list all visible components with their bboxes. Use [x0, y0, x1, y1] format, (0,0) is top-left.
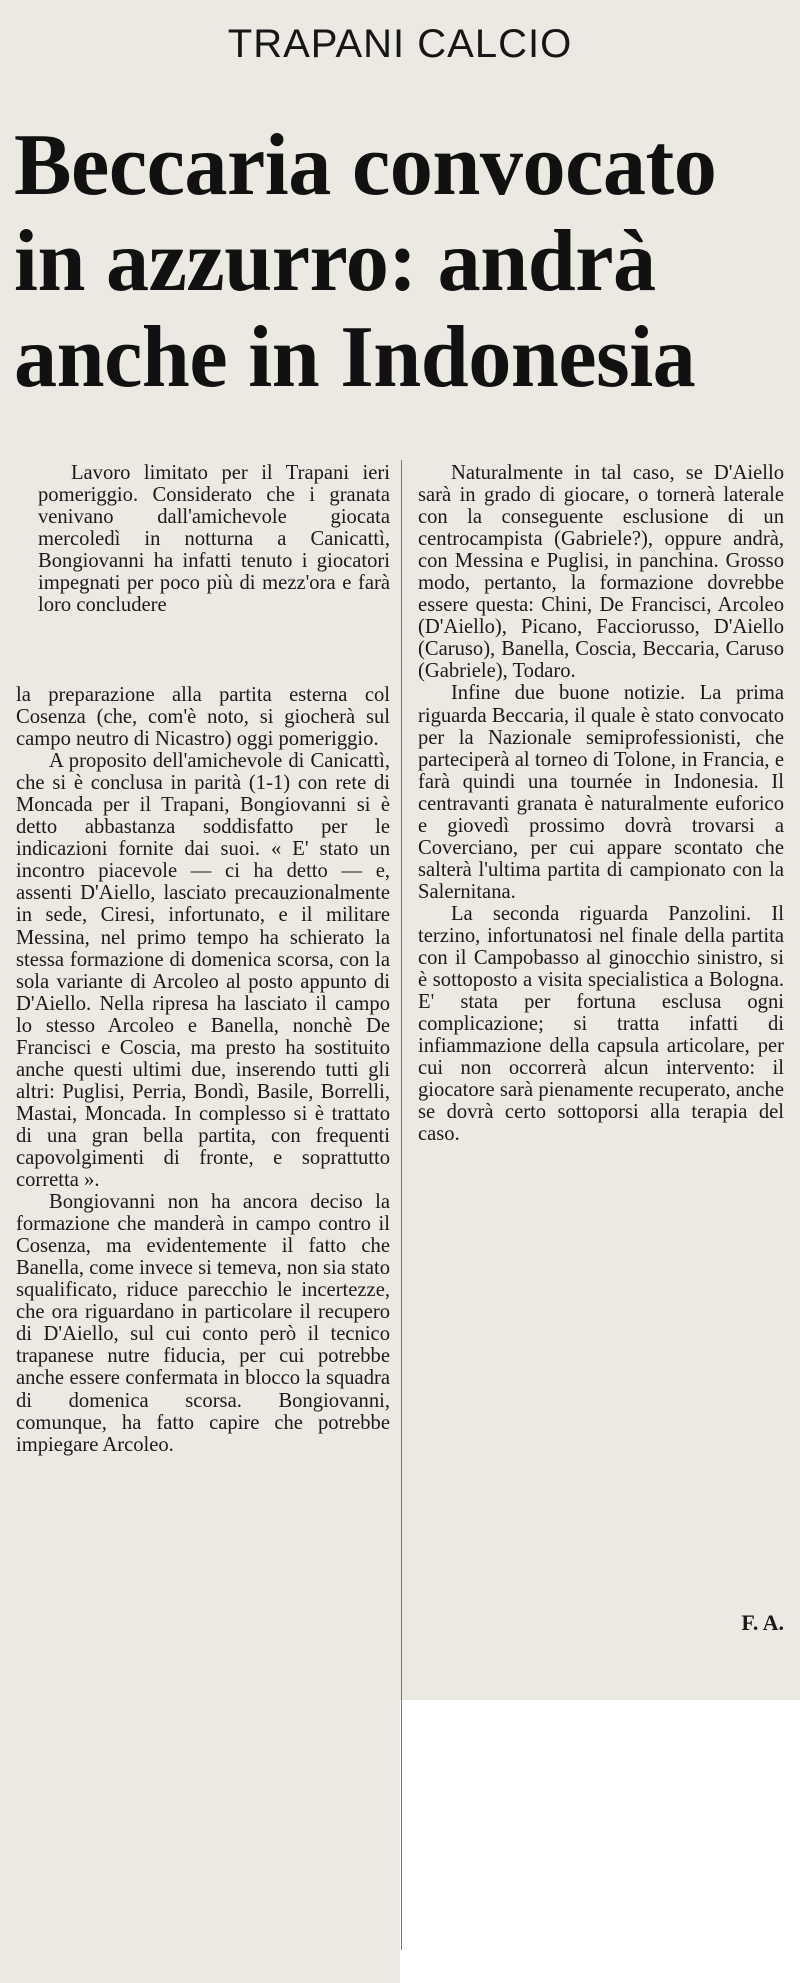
left-column [16, 684, 390, 1456]
left-column-intro [38, 462, 390, 616]
paragraph-left-3: Bongiovanni non ha ancora deciso la formazione che manderà in campo contro il Cosenza, ma evidentemente il fatto che Banella, come invece si temeva, non sia stato squalificato, riduce parecchio le incertezze, che ora riguardano in particolare il recupero di D'Aiello, sul cui conto però il tecnico trapanese nutre fiducia, per cui potrebbe anche essere confermata in blocco la squadra di domenica scorsa. Bongiovanni, comunque, ha fatto capire che potrebbe impiegare Arcoleo. [16, 1191, 390, 1456]
right-column [418, 462, 784, 1145]
headline [14, 118, 778, 406]
paragraph-left-2: A proposito dell'amichevole di Canicattì, che si è conclusa in parità (1-1) con rete di Moncada per il Trapani, Bongiovanni si è detto abbastanza soddisfatto per le indicazioni fornite dai suoi. « E' stato un incontro piacevole — ci ha detto — e, assenti D'Aiello, lasciato precauzionalmente in sede, Ciresi, infortunato, e il militare Messina, nel primo tempo ha schierato la stessa formazione di domenica scorsa, con la sola variante di Arcoleo al posto appunto di D'Aiello. Nella ripresa ha lasciato il campo lo stesso Arcoleo e Banella, nonchè De Francisci e Coscia, ma presto ha sostituito anche questi ultimi due, inserendo tutti gli altri: Puglisi, Perria, Bondì, Basile, Borrelli, Mastai, Moncada. In complesso si è trattato di una gran bella partita, con frequenti capovolgimenti di fronte, e soprattutto corretta ». [16, 750, 390, 1192]
paragraph-right-1: Naturalmente in tal caso, se D'Aiello sarà in grado di giocare, o tornerà laterale con la conseguente esclusione di un centrocampista (Gabriele?), oppure andrà, con Messina e Puglisi, in panchina. Grosso modo, pertanto, la formazione dovrebbe essere questa: Chini, De Francisci, Arcoleo (D'Aiello), Picano, Facciorusso, D'Aiello (Caruso), Banella, Coscia, Beccaria, Caruso (Gabriele), Todaro. [418, 462, 784, 683]
clipping-edge [400, 1700, 800, 1983]
section-kicker: TRAPANI CALCIO [227, 22, 573, 66]
author-signature: F. A. [741, 1610, 784, 1635]
paragraph-intro: Lavoro limitato per il Trapani ieri pomeriggio. Considerato che i granata venivano dall'amichevole giocata mercoledì in notturna a Canicattì, Bongiovanni ha infatti tenuto i giocatori impegnati per poco più di mezz'ora e farà loro concludere [38, 462, 390, 617]
headline-line-3: anche in Indonesia [14, 309, 696, 406]
paragraph-right-2: Infine due buone notizie. La prima riguarda Beccaria, il quale è stato convocato per la Nazionale semiprofessionisti, che parteciperà al torneo di Tolone, in Francia, e farà quindi una tournée in Indonesia. Il centravanti granata è naturalmente euforico e giovedì prossimo dovrà trovarsi a Coverciano, per cui appare scontato che salterà l'ultima partita di campionato con la Salernitana. [418, 682, 784, 903]
paragraph-left-1: la preparazione alla partita esterna col Cosenza (che, com'è noto, si giocherà sul campo neutro di Nicastro) oggi pomeriggio. [16, 684, 390, 751]
paragraph-right-3: La seconda riguarda Panzolini. Il terzino, infortunatosi nel finale della partita con il Campobasso al ginocchio sinistro, si è sottoposto a visita specialistica a Bologna. E' stata per fortuna esclusa ogni complicazione; si tratta infatti di infiammazione della capsula articolare, per cui non occorrerà alcun intervento: il giocatore sarà pienamente recuperato, anche se dovrà certo sottoporsi alla terapia del caso. [418, 902, 784, 1146]
headline-line-2: in azzurro: andrà [14, 213, 656, 310]
headline-line-1: Beccaria convocato [14, 117, 717, 214]
column-divider [401, 460, 402, 1950]
